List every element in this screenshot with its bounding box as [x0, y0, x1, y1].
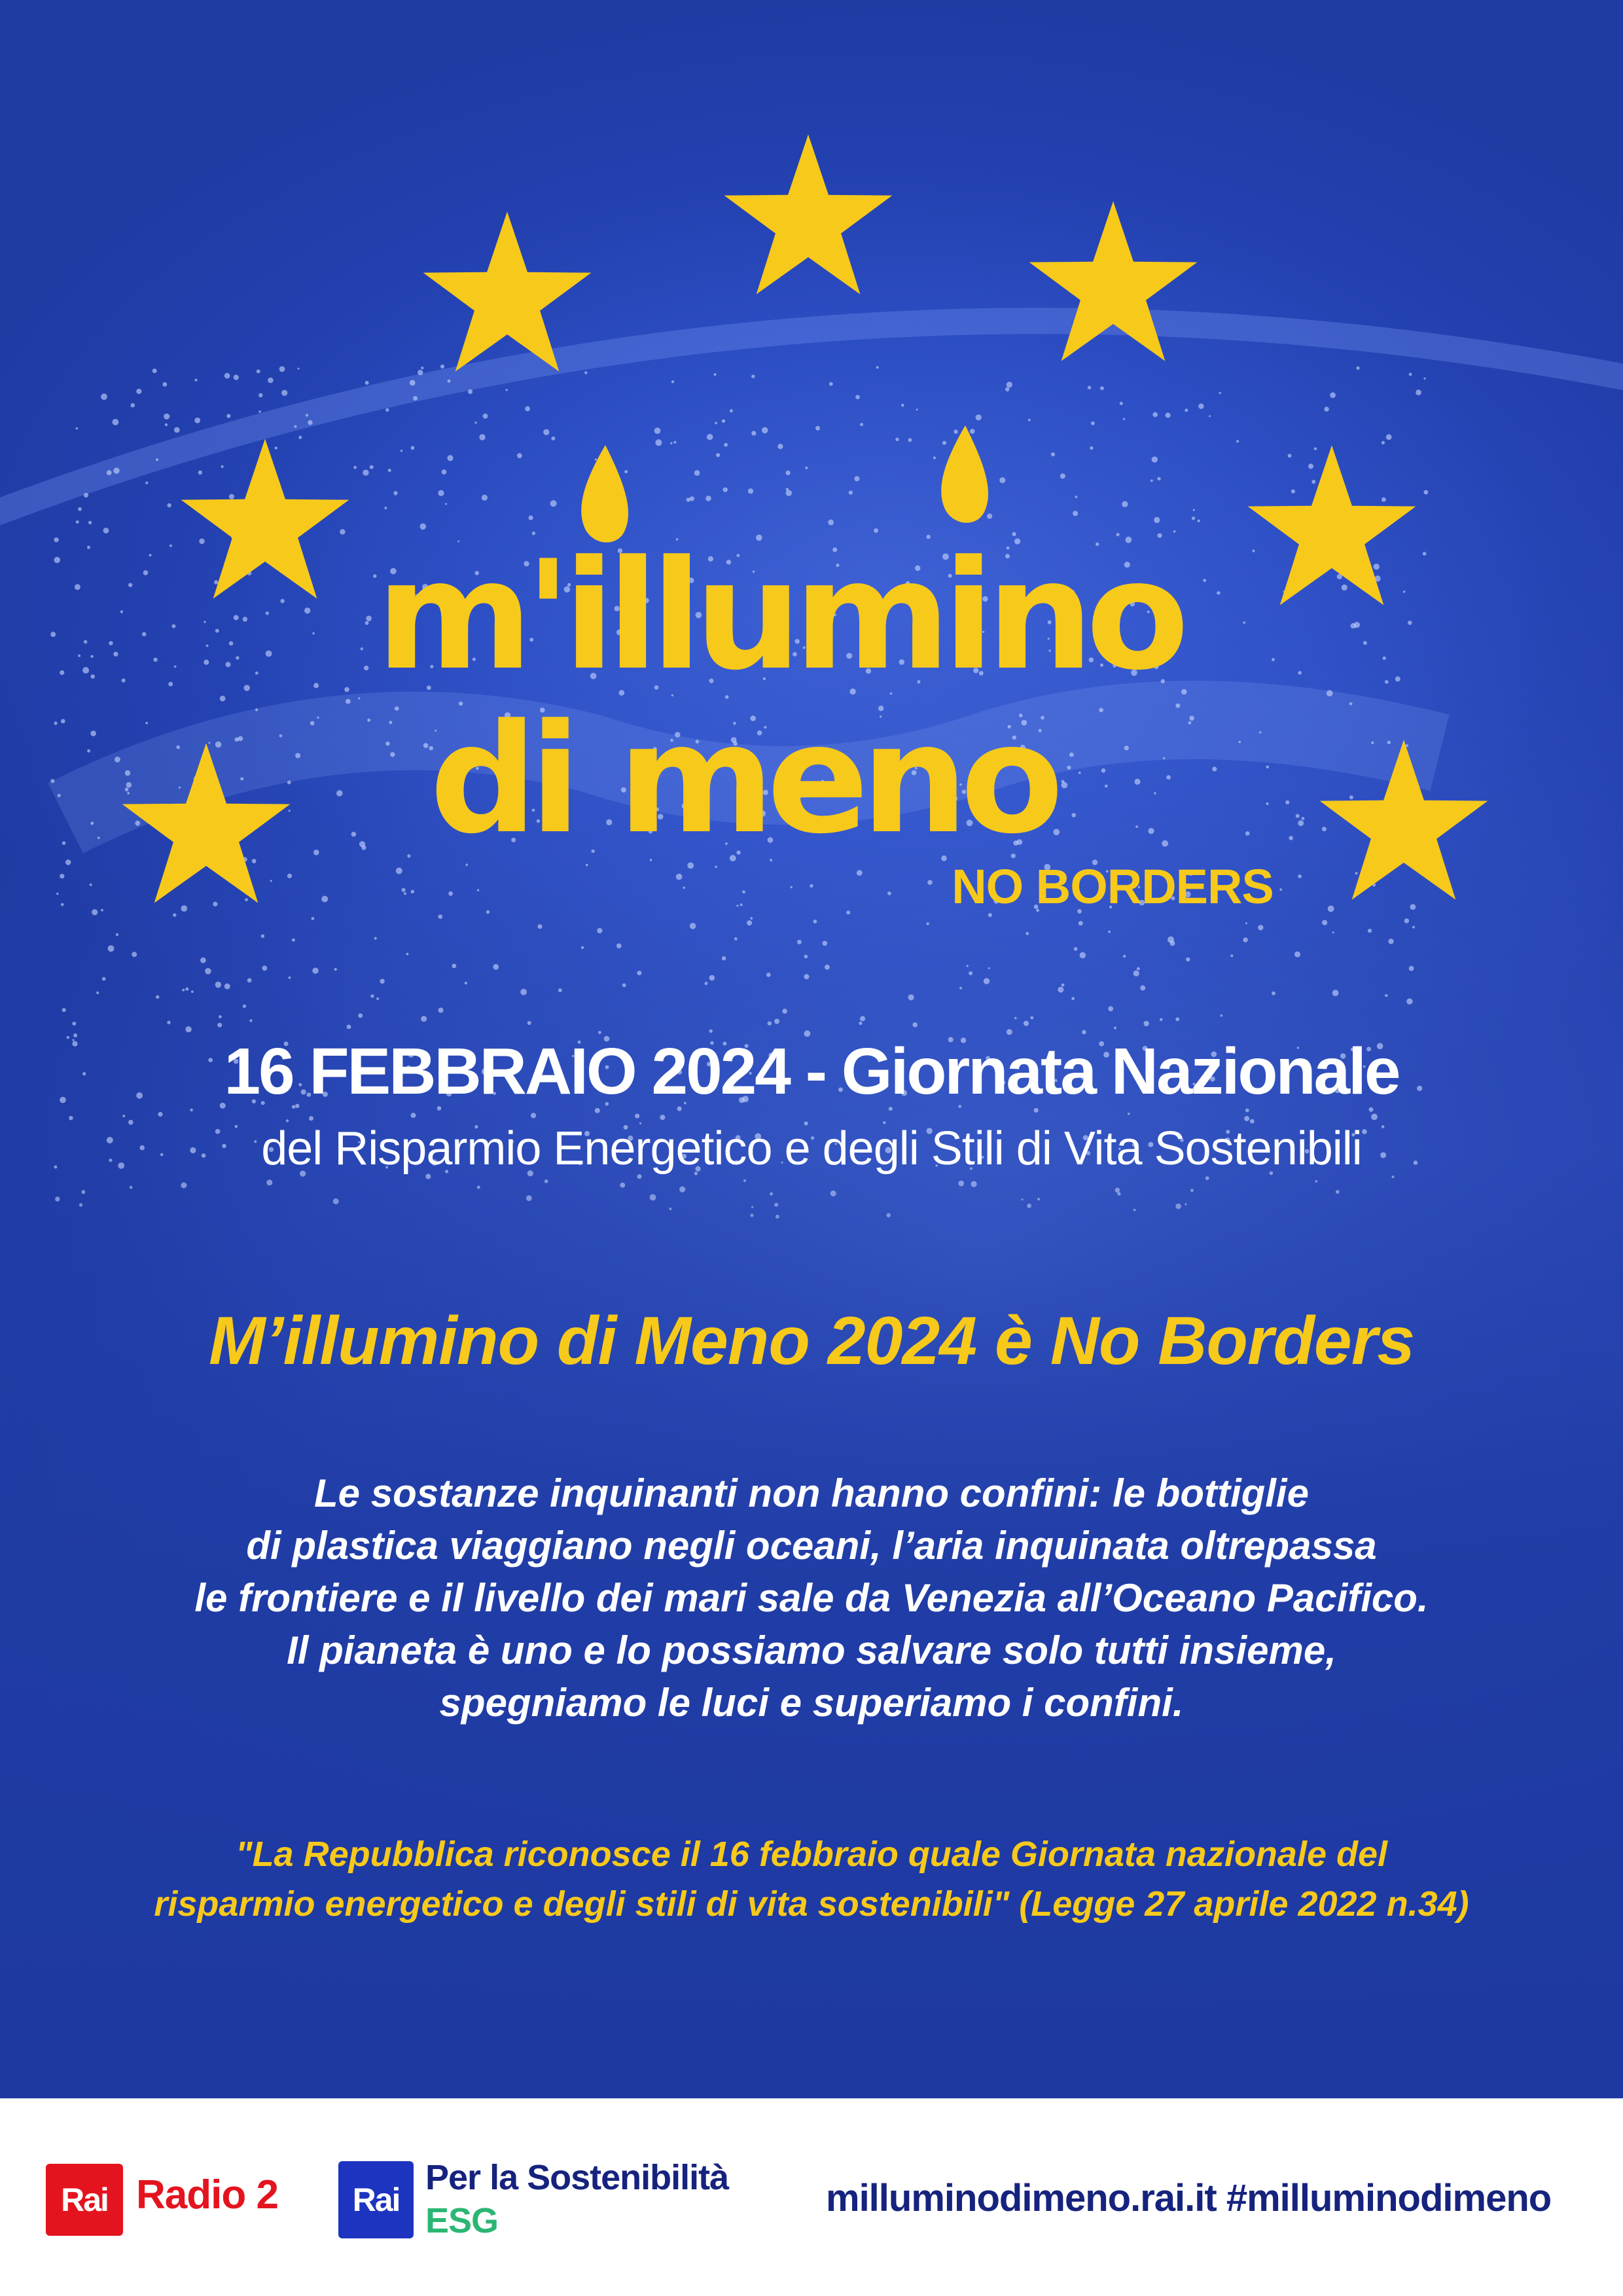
body-paragraph — [79, 1467, 1544, 1729]
flame-icon — [941, 425, 988, 523]
rai-logo: Rai — [46, 2164, 123, 2236]
body-line: Le sostanze inquinanti non hanno confini: le bottiglie — [314, 1471, 1309, 1515]
star-icon — [1025, 198, 1202, 374]
body-line: spegniamo le luci e superiamo i confini. — [439, 1681, 1184, 1725]
radio2-label: Radio 2 — [136, 2172, 278, 2217]
body-line: di plastica viaggiano negli oceani, l’aria inquinata oltrepassa — [246, 1524, 1377, 1568]
flame-icon — [581, 445, 628, 543]
star-icon — [419, 208, 596, 385]
millumino-di-meno-logo — [366, 406, 1191, 903]
event-date-title: 16 FEBBRAIO 2024 - Giornata Nazionale — [224, 1035, 1399, 1108]
law-quote — [52, 1829, 1571, 1929]
quote-line: risparmio energetico e degli stili di vita sostenibili" (Legge 27 aprile 2022 n.34) — [154, 1884, 1469, 1924]
body-line: le frontiere e il livello dei mari sale da Venezia all’Oceano Pacifico. — [194, 1576, 1429, 1620]
body-line: Il pianeta è uno e lo possiamo salvare solo tutti insieme, — [287, 1628, 1336, 1672]
esg-label: ESG — [425, 2201, 499, 2240]
star-icon — [720, 131, 897, 308]
no-borders-label: NO BORDERS — [952, 859, 1274, 914]
rai-logo: Rai — [338, 2161, 414, 2238]
svg-text:m'illumino: m'illumino — [376, 529, 1182, 704]
website-hashtag-link[interactable]: milluminodimeno.rai.it #milluminodimeno — [826, 2177, 1552, 2219]
quote-line: "La Repubblica riconosce il 16 febbraio quale Giornata nazionale del — [235, 1835, 1388, 1874]
campaign-headline: M’illumino di Meno 2024 è No Borders — [208, 1303, 1415, 1379]
star-icon — [118, 740, 294, 916]
svg-text:di meno: di meno — [429, 692, 1056, 867]
star-icon — [177, 435, 353, 612]
star-icon — [1315, 736, 1492, 913]
star-icon — [1243, 442, 1420, 619]
sostenibilita-label: Per la Sostenibilità — [425, 2158, 729, 2197]
event-description: del Risparmio Energetico e degli Stili di Vita Sostenibili — [261, 1122, 1362, 1175]
